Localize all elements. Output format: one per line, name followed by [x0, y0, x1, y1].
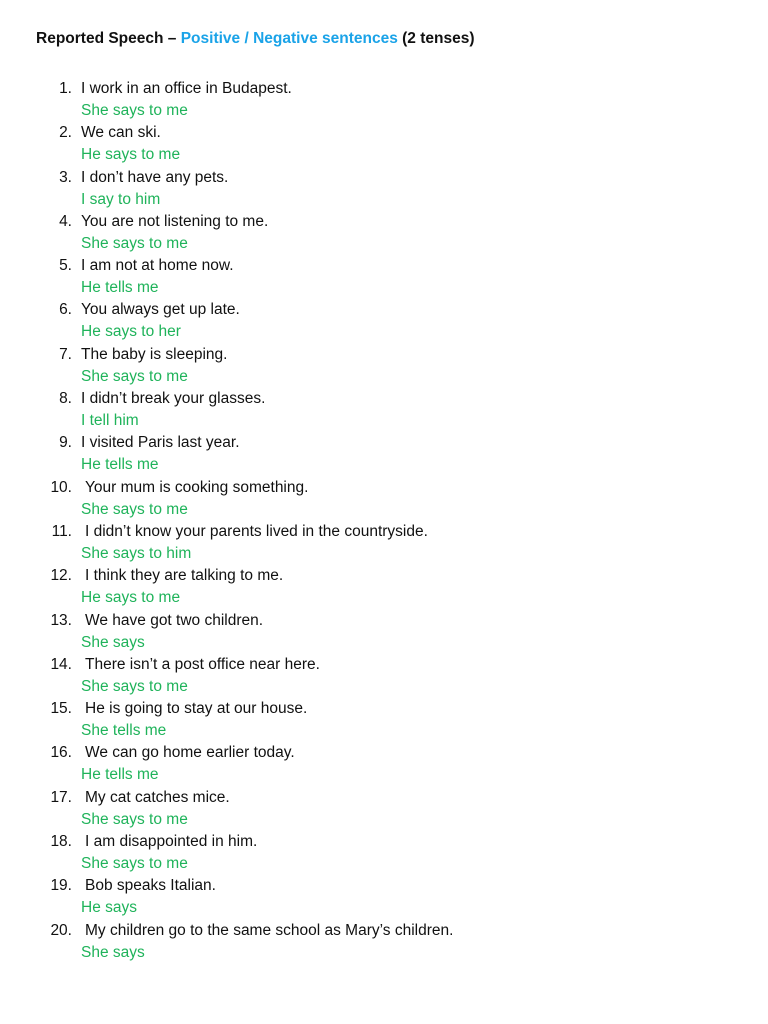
item-sentence: The baby is sleeping.	[81, 345, 228, 363]
item-number: 2.	[59, 124, 72, 142]
list-item	[0, 256, 768, 300]
item-sentence: I visited Paris last year.	[81, 434, 240, 452]
item-sentence: I work in an office in Budapest.	[81, 80, 292, 97]
exercise-list	[0, 79, 768, 965]
item-number: 20.	[50, 921, 72, 939]
item-reporter: She says	[81, 943, 145, 961]
item-number: 13.	[50, 611, 72, 629]
list-item	[0, 433, 768, 477]
list-item	[0, 79, 768, 123]
item-sentence: Bob speaks Italian.	[85, 877, 216, 895]
title-accent: Positive / Negative sentences	[180, 30, 398, 47]
list-item	[0, 566, 768, 610]
item-reporter: She says to me	[81, 234, 188, 252]
item-reporter: She says to me	[81, 677, 188, 695]
item-reporter: She says to me	[81, 855, 188, 873]
list-item	[0, 345, 768, 389]
item-reporter: He tells me	[81, 766, 159, 784]
item-number: 3.	[59, 168, 72, 186]
item-reporter: She says to him	[81, 544, 192, 562]
item-number: 14.	[50, 655, 72, 673]
list-item	[0, 876, 768, 920]
item-sentence: We can ski.	[81, 124, 161, 142]
list-item	[0, 123, 768, 167]
item-reporter: I tell him	[81, 412, 139, 430]
item-number: 1.	[59, 80, 72, 97]
item-sentence: He is going to stay at our house.	[85, 700, 308, 718]
item-sentence: You are not listening to me.	[81, 212, 269, 230]
list-item	[0, 300, 768, 344]
item-sentence: I didn’t break your glasses.	[81, 390, 266, 408]
item-sentence: My children go to the same school as Mary’s children.	[85, 921, 454, 939]
item-reporter: She says to me	[81, 500, 188, 518]
item-reporter: She says to me	[81, 102, 188, 119]
item-reporter: He tells me	[81, 456, 159, 474]
item-number: 4.	[59, 212, 72, 230]
item-reporter: She says to me	[81, 367, 188, 385]
item-sentence: I am not at home now.	[81, 257, 234, 275]
item-reporter: She tells me	[81, 722, 167, 740]
page-title	[36, 29, 475, 49]
item-number: 11.	[51, 522, 72, 540]
list-item	[0, 478, 768, 522]
item-sentence: There isn’t a post office near here.	[85, 655, 320, 673]
item-number: 15.	[50, 700, 72, 718]
list-item	[0, 655, 768, 699]
item-sentence: I am disappointed in him.	[85, 833, 258, 851]
list-item	[0, 788, 768, 832]
item-number: 7.	[59, 345, 72, 363]
item-number: 17.	[50, 788, 72, 806]
item-reporter: She says	[81, 633, 145, 651]
list-item	[0, 743, 768, 787]
item-number: 16.	[50, 744, 72, 762]
list-item	[0, 832, 768, 876]
item-number: 19.	[50, 877, 72, 895]
item-reporter: He says	[81, 899, 137, 917]
item-number: 8.	[59, 390, 72, 408]
title-prefix: Reported Speech –	[36, 30, 181, 47]
item-sentence: I didn’t know your parents lived in the countryside.	[85, 522, 428, 540]
item-number: 9.	[59, 434, 72, 452]
list-item	[0, 389, 768, 433]
item-reporter: He says to me	[81, 589, 181, 607]
item-reporter: She says to me	[81, 810, 188, 828]
item-number: 12.	[50, 567, 72, 585]
item-reporter: I say to him	[81, 190, 161, 208]
list-item	[0, 522, 768, 566]
item-number: 18.	[50, 833, 72, 851]
item-reporter: He tells me	[81, 279, 159, 297]
title-suffix: (2 tenses)	[397, 30, 475, 47]
item-sentence: I think they are talking to me.	[85, 567, 284, 585]
list-item	[0, 611, 768, 655]
item-sentence: Your mum is cooking something.	[85, 478, 309, 496]
item-reporter: He says to her	[81, 323, 181, 341]
list-item	[0, 168, 768, 212]
list-item	[0, 699, 768, 743]
item-sentence: We can go home earlier today.	[85, 744, 295, 762]
item-sentence: We have got two children.	[85, 611, 264, 629]
list-item	[0, 212, 768, 256]
item-number: 5.	[59, 257, 72, 275]
item-sentence: My cat catches mice.	[85, 788, 230, 806]
item-reporter: He says to me	[81, 146, 181, 164]
list-item	[0, 921, 768, 965]
item-number: 6.	[59, 301, 72, 319]
item-sentence: I don’t have any pets.	[81, 168, 229, 186]
item-number: 10.	[50, 478, 72, 496]
item-sentence: You always get up late.	[81, 301, 240, 319]
